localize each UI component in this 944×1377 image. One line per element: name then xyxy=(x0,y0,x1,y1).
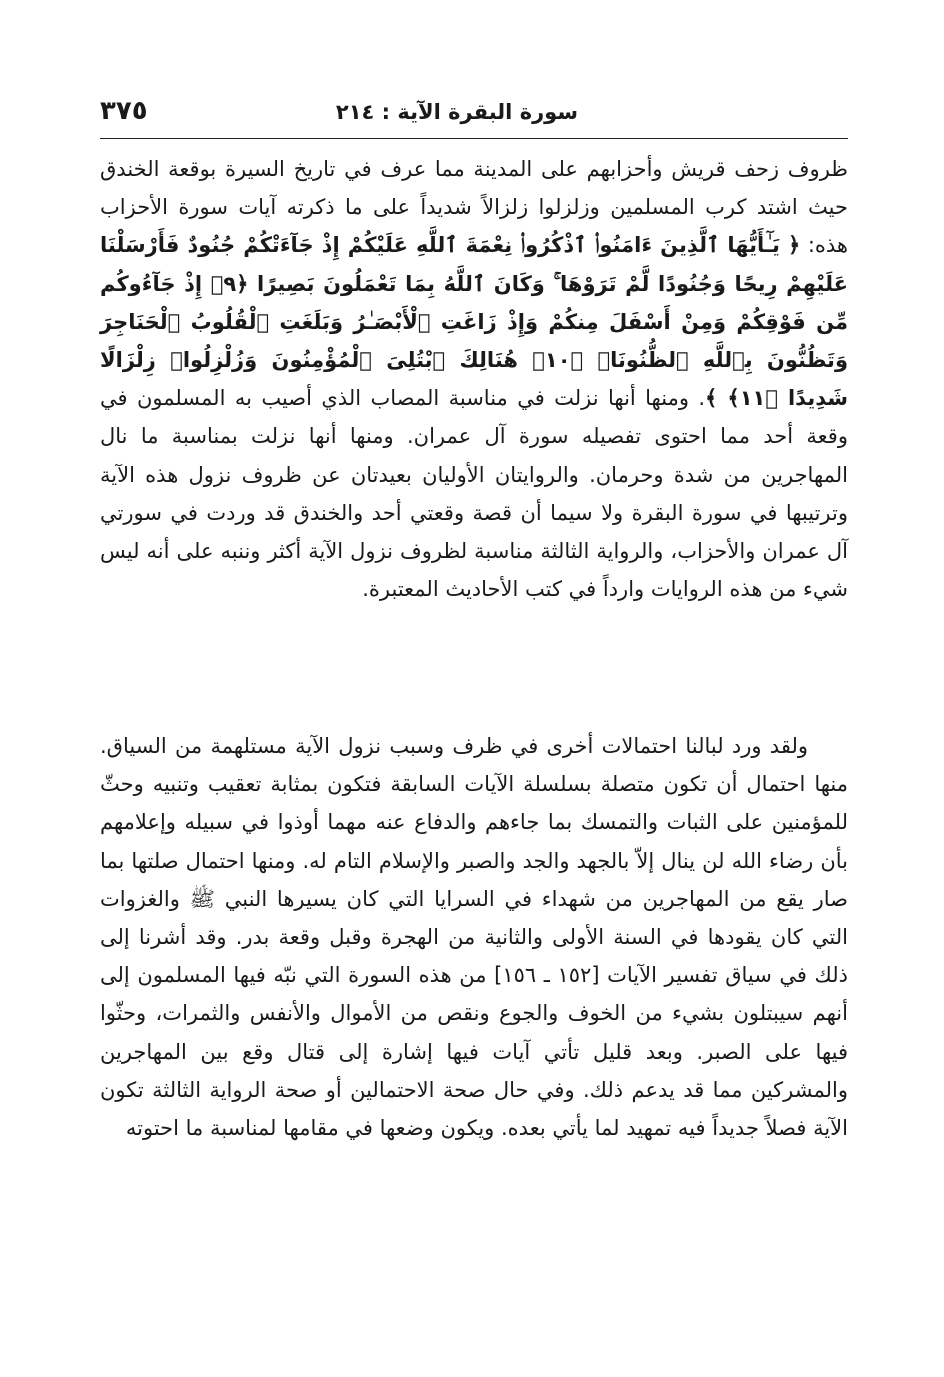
paragraph-2: ولقد ورد لبالنا احتمالات أخرى في ظرف وسبب نزول الآية مستلهمة من السياق. منها احتمال أن تكون متصلة بسلسلة الآيات السابقة فتكون بمثابة تعقيب وتنبيه وحثّ للمؤمنين على الثبات والتمسك بما جاءهم والدفاع عنه مهما أوذوا في سبيله وإعلامهم بأن رضاء الله لن ينال إلاّ بالجهد والجد والصبر والإسلام التام له. ومنها احتمال صلتها بما صار يقع من المهاجرين من شهداء في السرايا التي كان يسيرها النبي ﷺ والغزوات التي كان يقودها في السنة الأولى والثانية من الهجرة وقبل وقعة بدر. وقد أشرنا إلى ذلك في سياق تفسير الآيات [١٥٢ ـ ١٥٦] من هذه السورة التي نبّه فيها المسلمون إلى أنهم سيبتلون بشيء من الخوف والجوع ونقص من الأموال والأنفس والثمرات، وحثّوا فيها على الصبر. وبعد قليل تأتي آيات فيها إشارة إلى قتال وقع بين المهاجرين والمشركين مما قد يدعم ذلك. وفي حال صحة الاحتمالين أو صحة الرواية الثالثة تكون الآية فصلاً جديداً فيه تمهيد لما يأتي بعده. ويكون وضعها في مقامها لمناسبة ما احتوته xyxy=(100,734,848,1141)
paragraph-1-rest: . ومنها أنها نزلت في مناسبة المصاب الذي أصيب به المسلمون في وقعة أحد مما احتوى تفصيله سورة آل عمران. ومنها أنها نزلت بمناسبة ما نال المهاجرين من شدة وحرمان. والروايتان الأوليان بعيدتان عن ظروف نزول هذه الآية وترتيبها في سورة البقرة ولا سيما أن قصة وقعتي أحد والخندق قد وردت في سورتي آل عمران والأحزاب، والرواية الثالثة مناسبة لظروف نزول الآية أكثر وننبه على أنه ليس شيء من هذه الروايات وارداً في كتب الأحاديث المعتبرة. xyxy=(100,386,848,602)
header-divider xyxy=(100,138,848,139)
page-header xyxy=(100,96,848,136)
quran-verses: ﴿ يَـٰٓأَيُّهَا ٱلَّذِينَ ءَامَنُوا۟ ٱذْكُرُوا۟ نِعْمَةَ ٱللَّهِ عَلَيْكُمْ إِذْ جَآءَتْكُمْ جُنُودٌ فَأَرْسَلْنَا عَلَيْهِمْ رِيحًا وَجُنُودًا لَّمْ تَرَوْهَا ۚ وَكَانَ ٱللَّهُ بِمَا تَعْمَلُونَ بَصِيرًا ﴿٩﴾ إِذْ جَآءُوكُم مِّن فَوْقِكُمْ وَمِنْ أَسْفَلَ مِنكُمْ وَإِذْ زَاغَتِ ٱلْأَبْصَـٰرُ وَبَلَغَتِ ٱلْقُلُوبُ ٱلْحَنَاجِرَ وَتَظُنُّونَ بِٱللَّهِ ٱلظُّنُونَا۠ ﴿١٠﴾ هُنَالِكَ ٱبْتُلِىَ ٱلْمُؤْمِنُونَ وَزُلْزِلُوا۟ زِلْزَالًا شَدِيدًا ﴿١١﴾ ﴾ xyxy=(100,233,848,411)
running-title: سورة البقرة الآية : ٢١٤ xyxy=(335,100,578,124)
paragraph-1-intro: ظروف زحف قريش وأحزابهم على المدينة مما عرف في تاريخ السيرة بوقعة الخندق حيث اشتد كرب المسلمين وزلزلوا زلزالاً شديداً على ما ذكرته آيات سورة الأحزاب هذه: xyxy=(100,157,848,258)
paragraph-1 xyxy=(100,150,848,608)
page-number: ٣٧٥ xyxy=(100,96,148,126)
